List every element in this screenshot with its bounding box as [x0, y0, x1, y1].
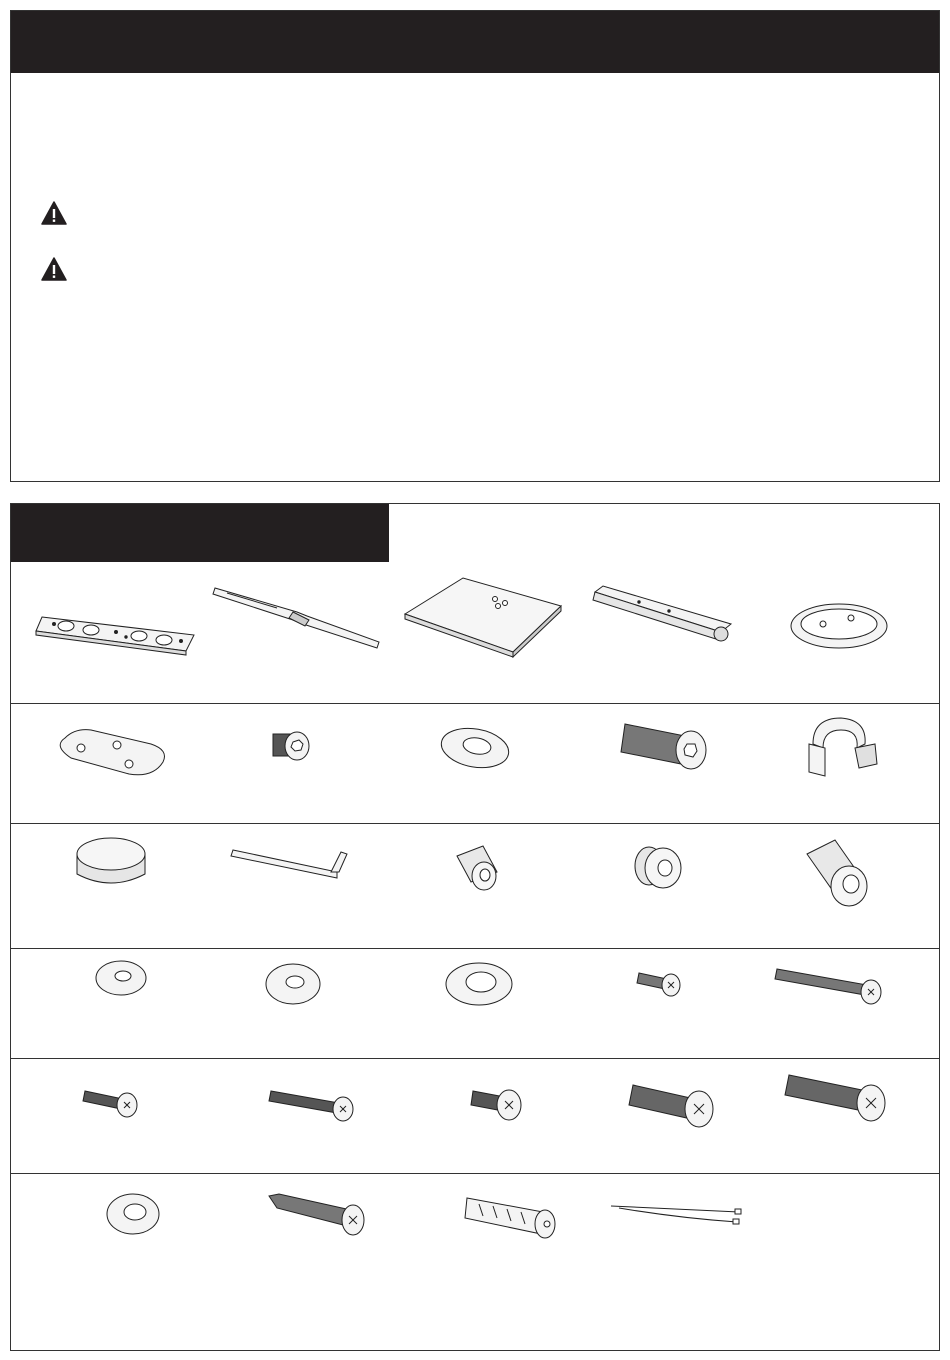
parts-section: [10, 503, 940, 1351]
part-wall-anchor: [383, 1174, 569, 1350]
parts-row: [11, 562, 939, 704]
part-oval-column-cap: [755, 562, 941, 703]
part-oval-clamp-plate: [11, 704, 197, 823]
part-phillips-screw-d: [569, 1059, 755, 1173]
warning-triangle-icon: [41, 257, 67, 281]
part-phillips-screw-a: [11, 1059, 197, 1173]
part-phillips-screw-b: [197, 1059, 383, 1173]
part-long-hex-bolt: [569, 704, 755, 823]
part-support-arm: [197, 562, 383, 703]
warning-triangle-icon: [41, 201, 67, 225]
part-lag-bolt: [197, 1174, 383, 1350]
part-small-washer: [11, 949, 197, 1058]
part-wall-washer: [11, 1174, 197, 1350]
safety-section: [10, 10, 940, 482]
part-small-hex-bolt: [197, 704, 383, 823]
part-short-phillips-screw: [569, 949, 755, 1058]
part-phillips-screw-c: [383, 1059, 569, 1173]
part-upright-column: [569, 562, 755, 703]
parts-row: [11, 1174, 939, 1350]
part-large-washer: [383, 949, 569, 1058]
section-header-bar: [11, 11, 939, 73]
part-long-phillips-screw: [755, 949, 941, 1058]
part-cable-ties: [569, 1174, 755, 1350]
part-medium-washer: [197, 949, 383, 1058]
part-cap-plug: [11, 824, 197, 948]
parts-row: [11, 824, 939, 949]
part-large-spacer: [755, 824, 941, 948]
part-phillips-screw-e: [755, 1059, 941, 1173]
parts-row: [11, 704, 939, 824]
parts-row: [11, 949, 939, 1059]
part-base-plate: [383, 562, 569, 703]
section-header-bar: [11, 504, 389, 562]
part-short-spacer: [383, 824, 569, 948]
parts-row: [11, 1059, 939, 1174]
part-cable-clip: [755, 704, 941, 823]
part-flat-washer: [383, 704, 569, 823]
part-thick-washer-spacer: [569, 824, 755, 948]
part-wall-plate: [11, 562, 197, 703]
part-allen-key: [197, 824, 383, 948]
